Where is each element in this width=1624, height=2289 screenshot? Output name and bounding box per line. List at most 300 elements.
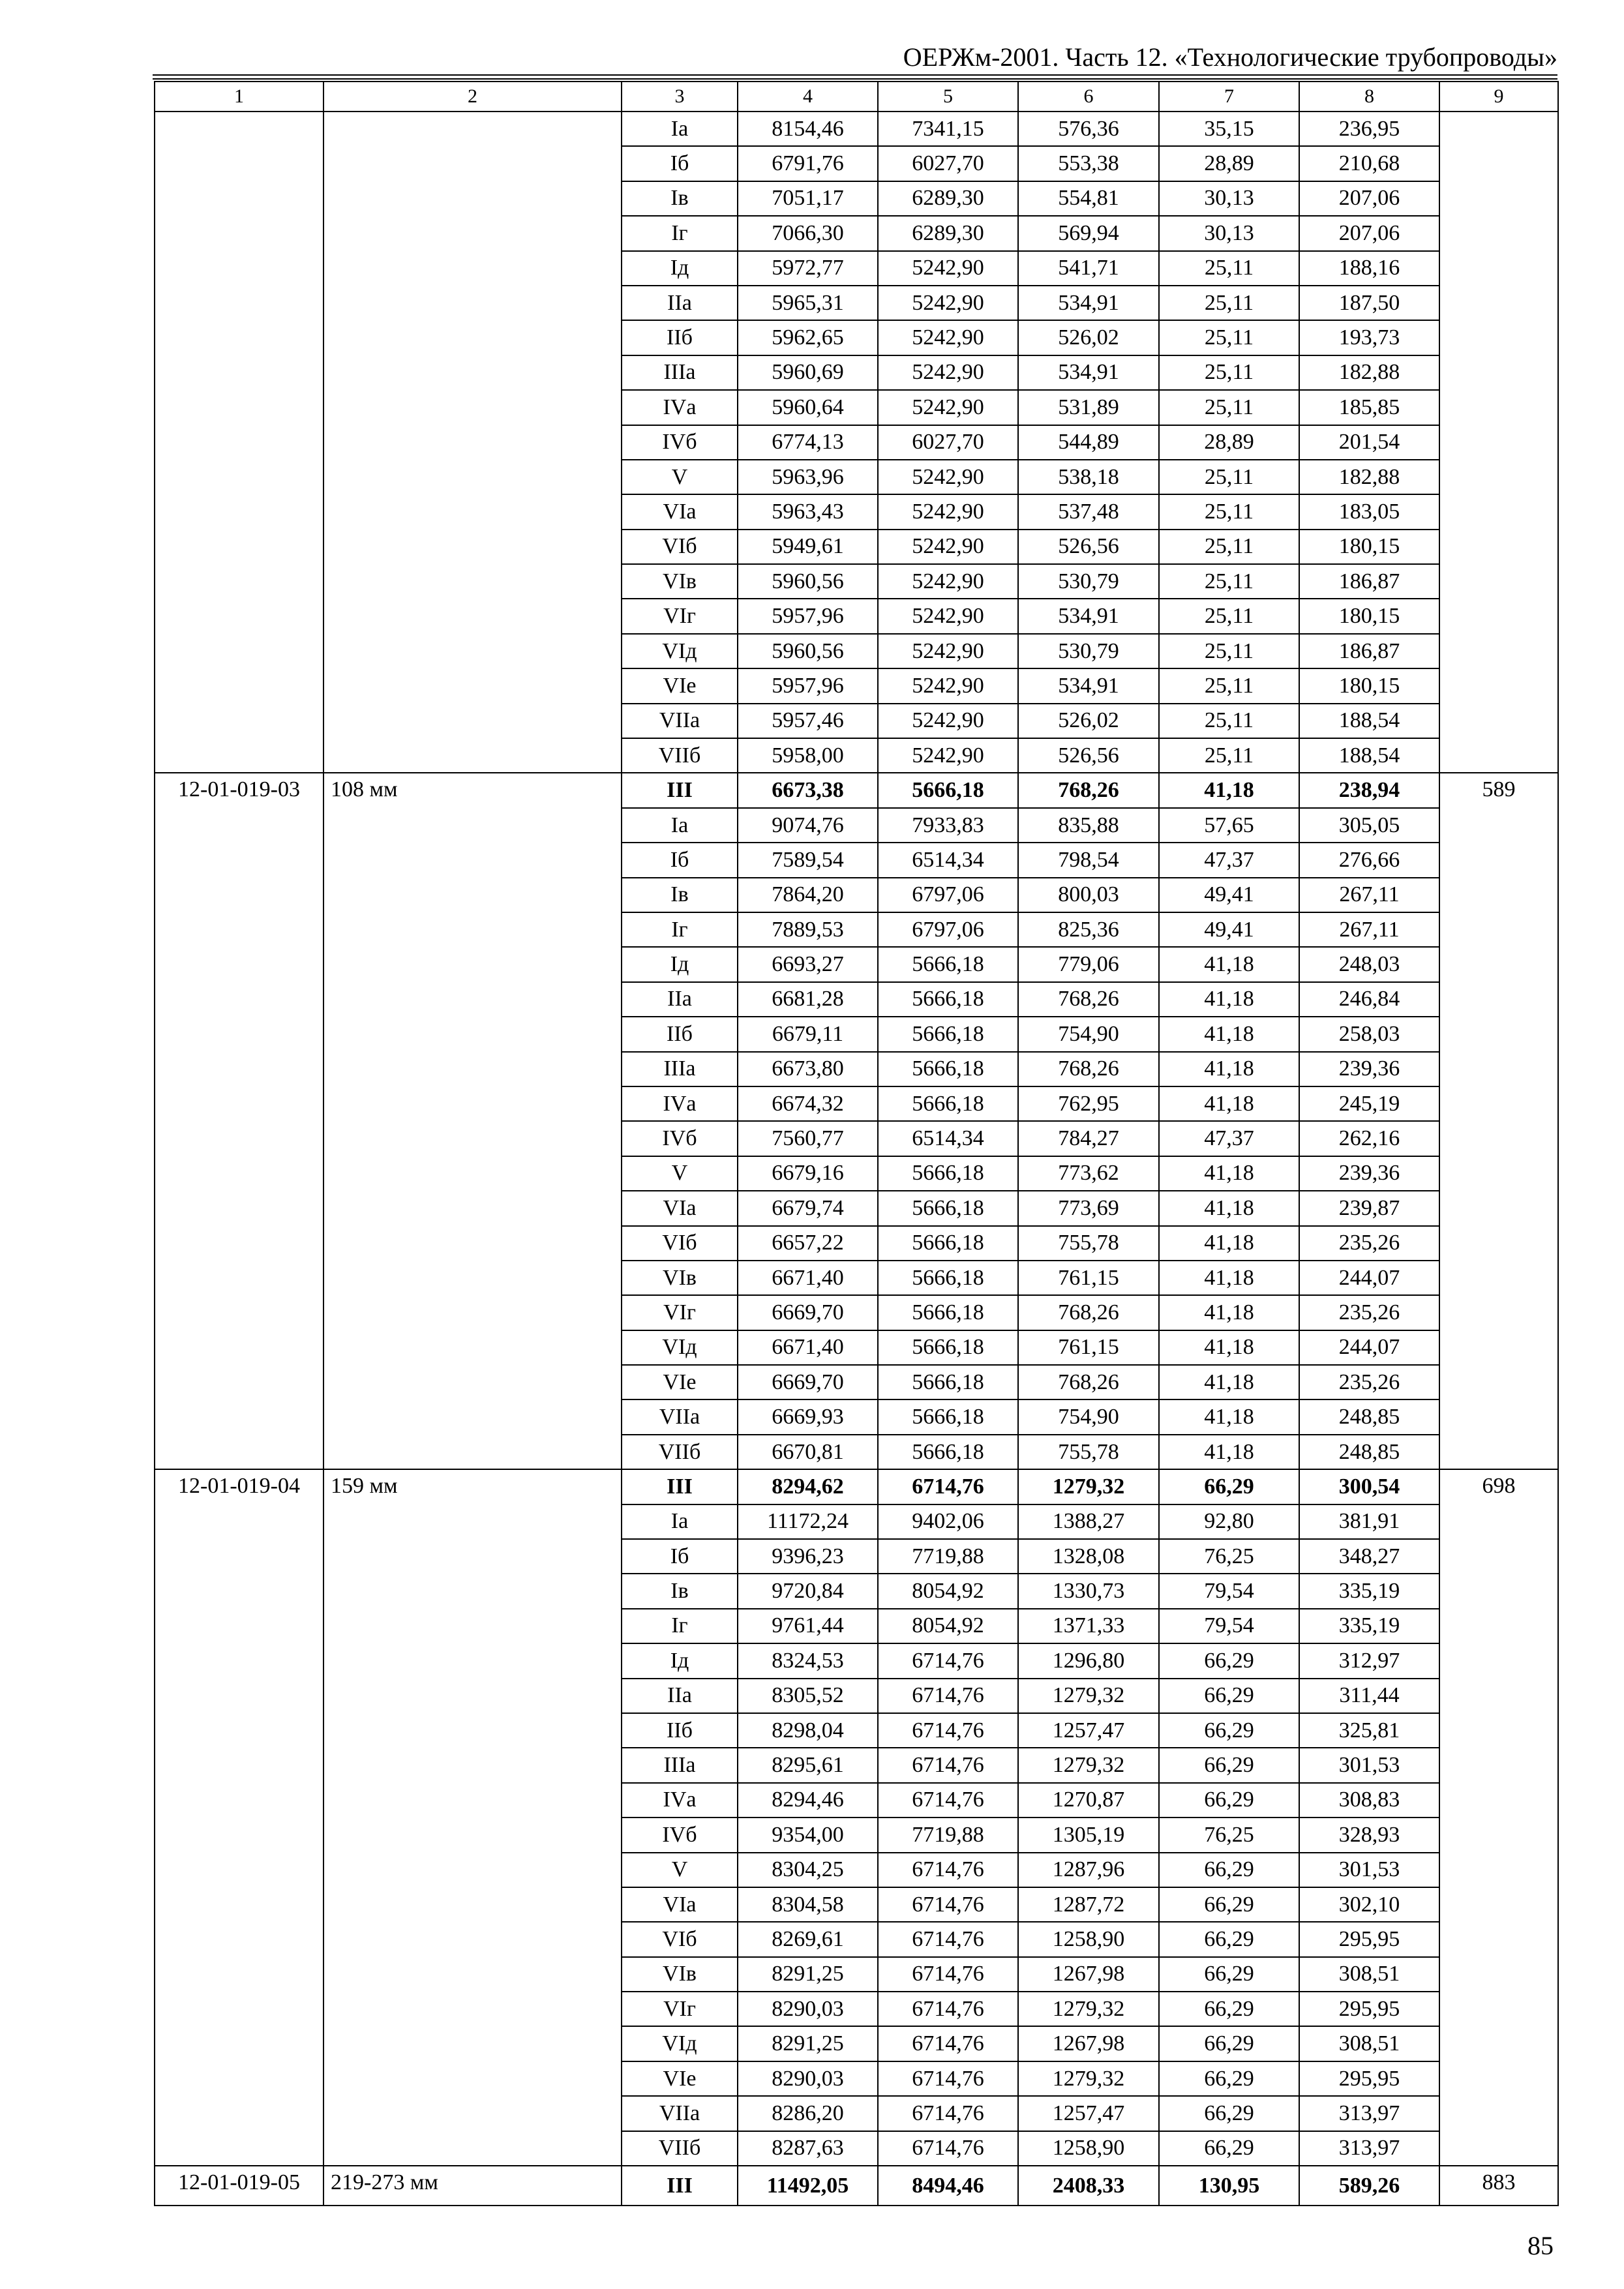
diameter-cell [323,112,622,773]
value-cell: 25,11 [1159,390,1299,425]
value-cell: 5962,65 [738,320,878,355]
zone-cell: VIIб [622,1435,738,1469]
zone-cell: VIв [622,564,738,599]
value-cell: 6774,13 [738,425,878,460]
zone-cell: Iа [622,112,738,146]
zone-cell: Iв [622,1574,738,1608]
zone-cell: VIIа [622,2096,738,2131]
value-cell: 8054,92 [878,1574,1018,1608]
value-cell: 66,29 [1159,1713,1299,1748]
column-number: 2 [323,82,622,112]
rate-code-cell: 12-01-019-03 [155,773,323,1469]
column-number: 5 [878,82,1018,112]
zone-cell: VIв [622,1261,738,1295]
value-cell: 537,48 [1018,494,1159,529]
value-cell: 7933,83 [878,808,1018,843]
value-cell: 6714,76 [878,1887,1018,1922]
value-cell: 25,11 [1159,355,1299,390]
value-cell: 784,27 [1018,1121,1159,1156]
value-cell: 188,54 [1299,738,1439,773]
column-number: 4 [738,82,878,112]
zone-cell: VIе [622,2061,738,2096]
value-cell: 235,26 [1299,1295,1439,1330]
value-cell: 244,07 [1299,1330,1439,1365]
value-cell: 1305,19 [1018,1818,1159,1852]
value-cell: 66,29 [1159,1957,1299,1992]
value-cell: 276,66 [1299,843,1439,877]
value-cell: 47,37 [1159,843,1299,877]
value-cell: 755,78 [1018,1226,1159,1261]
rate-code-cell: 12-01-019-05 [155,2166,323,2206]
value-cell: 530,79 [1018,564,1159,599]
value-cell: 186,87 [1299,564,1439,599]
value-cell: 754,90 [1018,1399,1159,1434]
value-cell: 236,95 [1299,112,1439,146]
value-cell: 7560,77 [738,1121,878,1156]
zone-cell: VIа [622,494,738,529]
value-cell: 41,18 [1159,1261,1299,1295]
value-cell: 313,97 [1299,2131,1439,2166]
value-cell: 5666,18 [878,1191,1018,1225]
value-cell: 41,18 [1159,1191,1299,1225]
value-cell: 7719,88 [878,1818,1018,1852]
value-cell: 6714,76 [878,1957,1018,1992]
value-cell: 534,91 [1018,668,1159,703]
value-cell: 66,29 [1159,1887,1299,1922]
zone-cell: VIIа [622,1399,738,1434]
value-cell: 325,81 [1299,1713,1439,1748]
value-cell: 262,16 [1299,1121,1439,1156]
value-cell: 308,83 [1299,1783,1439,1818]
value-cell: 185,85 [1299,390,1439,425]
value-cell: 57,65 [1159,808,1299,843]
value-cell: 7864,20 [738,878,878,912]
value-cell: 6714,76 [878,1469,1018,1504]
value-cell: 180,15 [1299,668,1439,703]
value-cell: 41,18 [1159,1365,1299,1399]
zone-cell: IVб [622,425,738,460]
value-cell: 41,18 [1159,1330,1299,1365]
value-cell: 186,87 [1299,634,1439,668]
value-cell: 25,11 [1159,668,1299,703]
total-cell: 883 [1439,2166,1558,2206]
value-cell: 180,15 [1299,599,1439,633]
value-cell: 773,62 [1018,1156,1159,1191]
value-cell: 6027,70 [878,146,1018,181]
table-row [155,2166,1558,2206]
value-cell: 761,15 [1018,1261,1159,1295]
zone-cell: Iа [622,808,738,843]
zone-cell: IVа [622,1086,738,1121]
value-cell: 182,88 [1299,355,1439,390]
value-cell: 244,07 [1299,1261,1439,1295]
zone-cell: VIг [622,599,738,633]
value-cell: 6673,38 [738,773,878,807]
value-cell: 5666,18 [878,982,1018,1017]
value-cell: 188,54 [1299,704,1439,738]
value-cell: 5242,90 [878,390,1018,425]
value-cell: 239,36 [1299,1156,1439,1191]
zone-cell: Iд [622,251,738,286]
value-cell: 25,11 [1159,564,1299,599]
value-cell: 41,18 [1159,1295,1299,1330]
value-cell: 6714,76 [878,1748,1018,1782]
value-cell: 66,29 [1159,1992,1299,2026]
value-cell: 8494,46 [878,2166,1018,2206]
value-cell: 553,38 [1018,146,1159,181]
value-cell: 1279,32 [1018,1992,1159,2026]
value-cell: 295,95 [1299,2061,1439,2096]
value-cell: 11172,24 [738,1504,878,1539]
value-cell: 6657,22 [738,1226,878,1261]
value-cell: 295,95 [1299,1922,1439,1956]
value-cell: 526,02 [1018,320,1159,355]
value-cell: 9402,06 [878,1504,1018,1539]
value-cell: 66,29 [1159,1748,1299,1782]
zone-cell: VIа [622,1191,738,1225]
value-cell: 5242,90 [878,564,1018,599]
value-cell: 531,89 [1018,390,1159,425]
value-cell: 6671,40 [738,1261,878,1295]
value-cell: 6673,80 [738,1052,878,1086]
value-cell: 6669,93 [738,1399,878,1434]
value-cell: 348,27 [1299,1539,1439,1574]
value-cell: 530,79 [1018,634,1159,668]
value-cell: 25,11 [1159,704,1299,738]
zone-cell: Iг [622,1609,738,1643]
value-cell: 41,18 [1159,1086,1299,1121]
value-cell: 5666,18 [878,947,1018,981]
value-cell: 66,29 [1159,2026,1299,2061]
value-cell: 6681,28 [738,982,878,1017]
zone-cell: VIIа [622,704,738,738]
value-cell: 28,89 [1159,425,1299,460]
value-cell: 5666,18 [878,1435,1018,1469]
value-cell: 6714,76 [878,1679,1018,1713]
value-cell: 267,11 [1299,912,1439,947]
value-cell: 25,11 [1159,530,1299,564]
value-cell: 526,56 [1018,530,1159,564]
zone-cell: Iд [622,947,738,981]
value-cell: 1258,90 [1018,1922,1159,1956]
column-number: 1 [155,82,323,112]
value-cell: 7589,54 [738,843,878,877]
value-cell: 1328,08 [1018,1539,1159,1574]
header-rule [153,74,1557,76]
value-cell: 5972,77 [738,251,878,286]
table-row [155,112,1558,146]
value-cell: 25,11 [1159,460,1299,494]
zone-cell: VIг [622,1295,738,1330]
value-cell: 7889,53 [738,912,878,947]
value-cell: 8269,61 [738,1922,878,1956]
value-cell: 5960,56 [738,564,878,599]
value-cell: 5957,96 [738,668,878,703]
value-cell: 5666,18 [878,1017,1018,1051]
header-rule [153,78,1557,80]
column-number: 7 [1159,82,1299,112]
value-cell: 5963,96 [738,460,878,494]
value-cell: 5666,18 [878,1330,1018,1365]
value-cell: 47,37 [1159,1121,1299,1156]
value-cell: 311,44 [1299,1679,1439,1713]
column-number: 9 [1439,82,1558,112]
value-cell: 534,91 [1018,286,1159,320]
value-cell: 302,10 [1299,1887,1439,1922]
value-cell: 207,06 [1299,216,1439,250]
value-cell: 66,29 [1159,1783,1299,1818]
value-cell: 35,15 [1159,112,1299,146]
value-cell: 5242,90 [878,634,1018,668]
value-cell: 30,13 [1159,216,1299,250]
value-cell: 534,91 [1018,599,1159,633]
zone-cell: Iг [622,912,738,947]
value-cell: 335,19 [1299,1609,1439,1643]
value-cell: 41,18 [1159,982,1299,1017]
value-cell: 5242,90 [878,668,1018,703]
value-cell: 768,26 [1018,1052,1159,1086]
value-cell: 526,02 [1018,704,1159,738]
value-cell: 76,25 [1159,1818,1299,1852]
value-cell: 66,29 [1159,1853,1299,1887]
value-cell: 526,56 [1018,738,1159,773]
value-cell: 6693,27 [738,947,878,981]
value-cell: 761,15 [1018,1330,1159,1365]
value-cell: 66,29 [1159,1469,1299,1504]
zone-cell: Iб [622,843,738,877]
value-cell: 5242,90 [878,599,1018,633]
zone-cell: IIIа [622,1748,738,1782]
value-cell: 41,18 [1159,1017,1299,1051]
value-cell: 9354,00 [738,1818,878,1852]
value-cell: 768,26 [1018,773,1159,807]
value-cell: 5666,18 [878,1086,1018,1121]
value-cell: 41,18 [1159,1435,1299,1469]
zone-cell: VIд [622,634,738,668]
value-cell: 541,71 [1018,251,1159,286]
zone-cell: Iв [622,878,738,912]
value-cell: 1296,80 [1018,1643,1159,1678]
zone-cell: Iб [622,1539,738,1574]
value-cell: 5666,18 [878,1156,1018,1191]
value-cell: 25,11 [1159,286,1299,320]
zone-cell: VIе [622,668,738,703]
rate-code-cell [155,112,323,773]
value-cell: 239,87 [1299,1191,1439,1225]
value-cell: 66,29 [1159,2061,1299,2096]
zone-cell: IIа [622,1679,738,1713]
value-cell: 9720,84 [738,1574,878,1608]
value-cell: 25,11 [1159,251,1299,286]
value-cell: 182,88 [1299,460,1439,494]
value-cell: 5666,18 [878,1295,1018,1330]
value-cell: 5242,90 [878,704,1018,738]
value-cell: 8295,61 [738,1748,878,1782]
page-number: 85 [1527,2231,1554,2260]
zone-cell: III [622,2166,738,2206]
value-cell: 49,41 [1159,912,1299,947]
value-cell: 235,26 [1299,1365,1439,1399]
value-cell: 5242,90 [878,460,1018,494]
value-cell: 66,29 [1159,2096,1299,2131]
zone-cell: IIб [622,1017,738,1051]
value-cell: 5242,90 [878,494,1018,529]
value-cell: 41,18 [1159,1226,1299,1261]
value-cell: 1279,32 [1018,1679,1159,1713]
value-cell: 6714,76 [878,2026,1018,2061]
value-cell: 5242,90 [878,355,1018,390]
value-cell: 538,18 [1018,460,1159,494]
zone-cell: IIа [622,982,738,1017]
value-cell: 6791,76 [738,146,878,181]
value-cell: 9396,23 [738,1539,878,1574]
value-cell: 300,54 [1299,1469,1439,1504]
value-cell: 301,53 [1299,1748,1439,1782]
value-cell: 25,11 [1159,634,1299,668]
value-cell: 554,81 [1018,181,1159,216]
value-cell: 8290,03 [738,1992,878,2026]
diameter-cell: 159 мм [323,1469,622,2166]
value-cell: 6679,74 [738,1191,878,1225]
value-cell: 308,51 [1299,1957,1439,1992]
value-cell: 381,91 [1299,1504,1439,1539]
zone-cell: III [622,1469,738,1504]
value-cell: 193,73 [1299,320,1439,355]
zone-cell: Iб [622,146,738,181]
value-cell: 66,29 [1159,1643,1299,1678]
value-cell: 25,11 [1159,599,1299,633]
zone-cell: VIIб [622,2131,738,2166]
zone-cell: IIб [622,1713,738,1748]
value-cell: 8305,52 [738,1679,878,1713]
value-cell: 5666,18 [878,1226,1018,1261]
value-cell: 66,29 [1159,1922,1299,1956]
zone-cell: VIв [622,1957,738,1992]
diameter-cell: 108 мм [323,773,622,1469]
value-cell: 180,15 [1299,530,1439,564]
zone-cell: Iг [622,216,738,250]
value-cell: 246,84 [1299,982,1439,1017]
total-cell [1439,112,1558,773]
value-cell: 5666,18 [878,1052,1018,1086]
value-cell: 1279,32 [1018,1469,1159,1504]
zone-cell: VIIб [622,738,738,773]
table-row [155,1469,1558,1504]
value-cell: 7341,15 [878,112,1018,146]
zone-cell: VIд [622,2026,738,2061]
value-cell: 79,54 [1159,1574,1299,1608]
value-cell: 6714,76 [878,1643,1018,1678]
column-number: 3 [622,82,738,112]
value-cell: 1270,87 [1018,1783,1159,1818]
total-cell: 589 [1439,773,1558,1469]
value-cell: 534,91 [1018,355,1159,390]
value-cell: 8324,53 [738,1643,878,1678]
zone-cell: IVа [622,1783,738,1818]
value-cell: 30,13 [1159,181,1299,216]
value-cell: 755,78 [1018,1435,1159,1469]
value-cell: 8304,25 [738,1853,878,1887]
total-cell: 698 [1439,1469,1558,2166]
value-cell: 5958,00 [738,738,878,773]
value-cell: 1279,32 [1018,1748,1159,1782]
value-cell: 768,26 [1018,1365,1159,1399]
value-cell: 5963,43 [738,494,878,529]
value-cell: 28,89 [1159,146,1299,181]
value-cell: 1257,47 [1018,1713,1159,1748]
value-cell: 773,69 [1018,1191,1159,1225]
zone-cell: III [622,773,738,807]
value-cell: 6797,06 [878,912,1018,947]
value-cell: 762,95 [1018,1086,1159,1121]
value-cell: 248,85 [1299,1435,1439,1469]
zone-cell: VIг [622,1992,738,2026]
running-header [153,37,1557,76]
value-cell: 5242,90 [878,530,1018,564]
table-body [155,82,1558,2206]
value-cell: 6671,40 [738,1330,878,1365]
zone-cell: IVб [622,1121,738,1156]
value-cell: 76,25 [1159,1539,1299,1574]
zone-cell: VIа [622,1887,738,1922]
value-cell: 8291,25 [738,1957,878,1992]
value-cell: 5666,18 [878,1261,1018,1295]
value-cell: 1267,98 [1018,1957,1159,1992]
value-cell: 5949,61 [738,530,878,564]
value-cell: 239,36 [1299,1052,1439,1086]
value-cell: 825,36 [1018,912,1159,947]
value-cell: 248,03 [1299,947,1439,981]
value-cell: 295,95 [1299,1992,1439,2026]
value-cell: 1330,73 [1018,1574,1159,1608]
value-cell: 6714,76 [878,2096,1018,2131]
value-cell: 183,05 [1299,494,1439,529]
value-cell: 589,26 [1299,2166,1439,2206]
rate-code-cell: 12-01-019-04 [155,1469,323,2166]
value-cell: 210,68 [1299,146,1439,181]
value-cell: 6714,76 [878,1853,1018,1887]
value-cell: 6514,34 [878,1121,1018,1156]
value-cell: 8054,92 [878,1609,1018,1643]
value-cell: 41,18 [1159,1399,1299,1434]
value-cell: 235,26 [1299,1226,1439,1261]
value-cell: 5960,64 [738,390,878,425]
value-cell: 305,05 [1299,808,1439,843]
value-cell: 779,06 [1018,947,1159,981]
value-cell: 6679,11 [738,1017,878,1051]
zone-cell: IVб [622,1818,738,1852]
value-cell: 1267,98 [1018,2026,1159,2061]
value-cell: 5965,31 [738,286,878,320]
zone-cell: V [622,460,738,494]
value-cell: 8290,03 [738,2061,878,2096]
value-cell: 2408,33 [1018,2166,1159,2206]
value-cell: 8291,25 [738,2026,878,2061]
value-cell: 258,03 [1299,1017,1439,1051]
value-cell: 245,19 [1299,1086,1439,1121]
value-cell: 1257,47 [1018,2096,1159,2131]
value-cell: 768,26 [1018,1295,1159,1330]
value-cell: 187,50 [1299,286,1439,320]
value-cell: 5242,90 [878,738,1018,773]
value-cell: 8298,04 [738,1713,878,1748]
column-number: 6 [1018,82,1159,112]
value-cell: 544,89 [1018,425,1159,460]
zone-cell: V [622,1156,738,1191]
value-cell: 800,03 [1018,878,1159,912]
value-cell: 7066,30 [738,216,878,250]
value-cell: 6797,06 [878,878,1018,912]
